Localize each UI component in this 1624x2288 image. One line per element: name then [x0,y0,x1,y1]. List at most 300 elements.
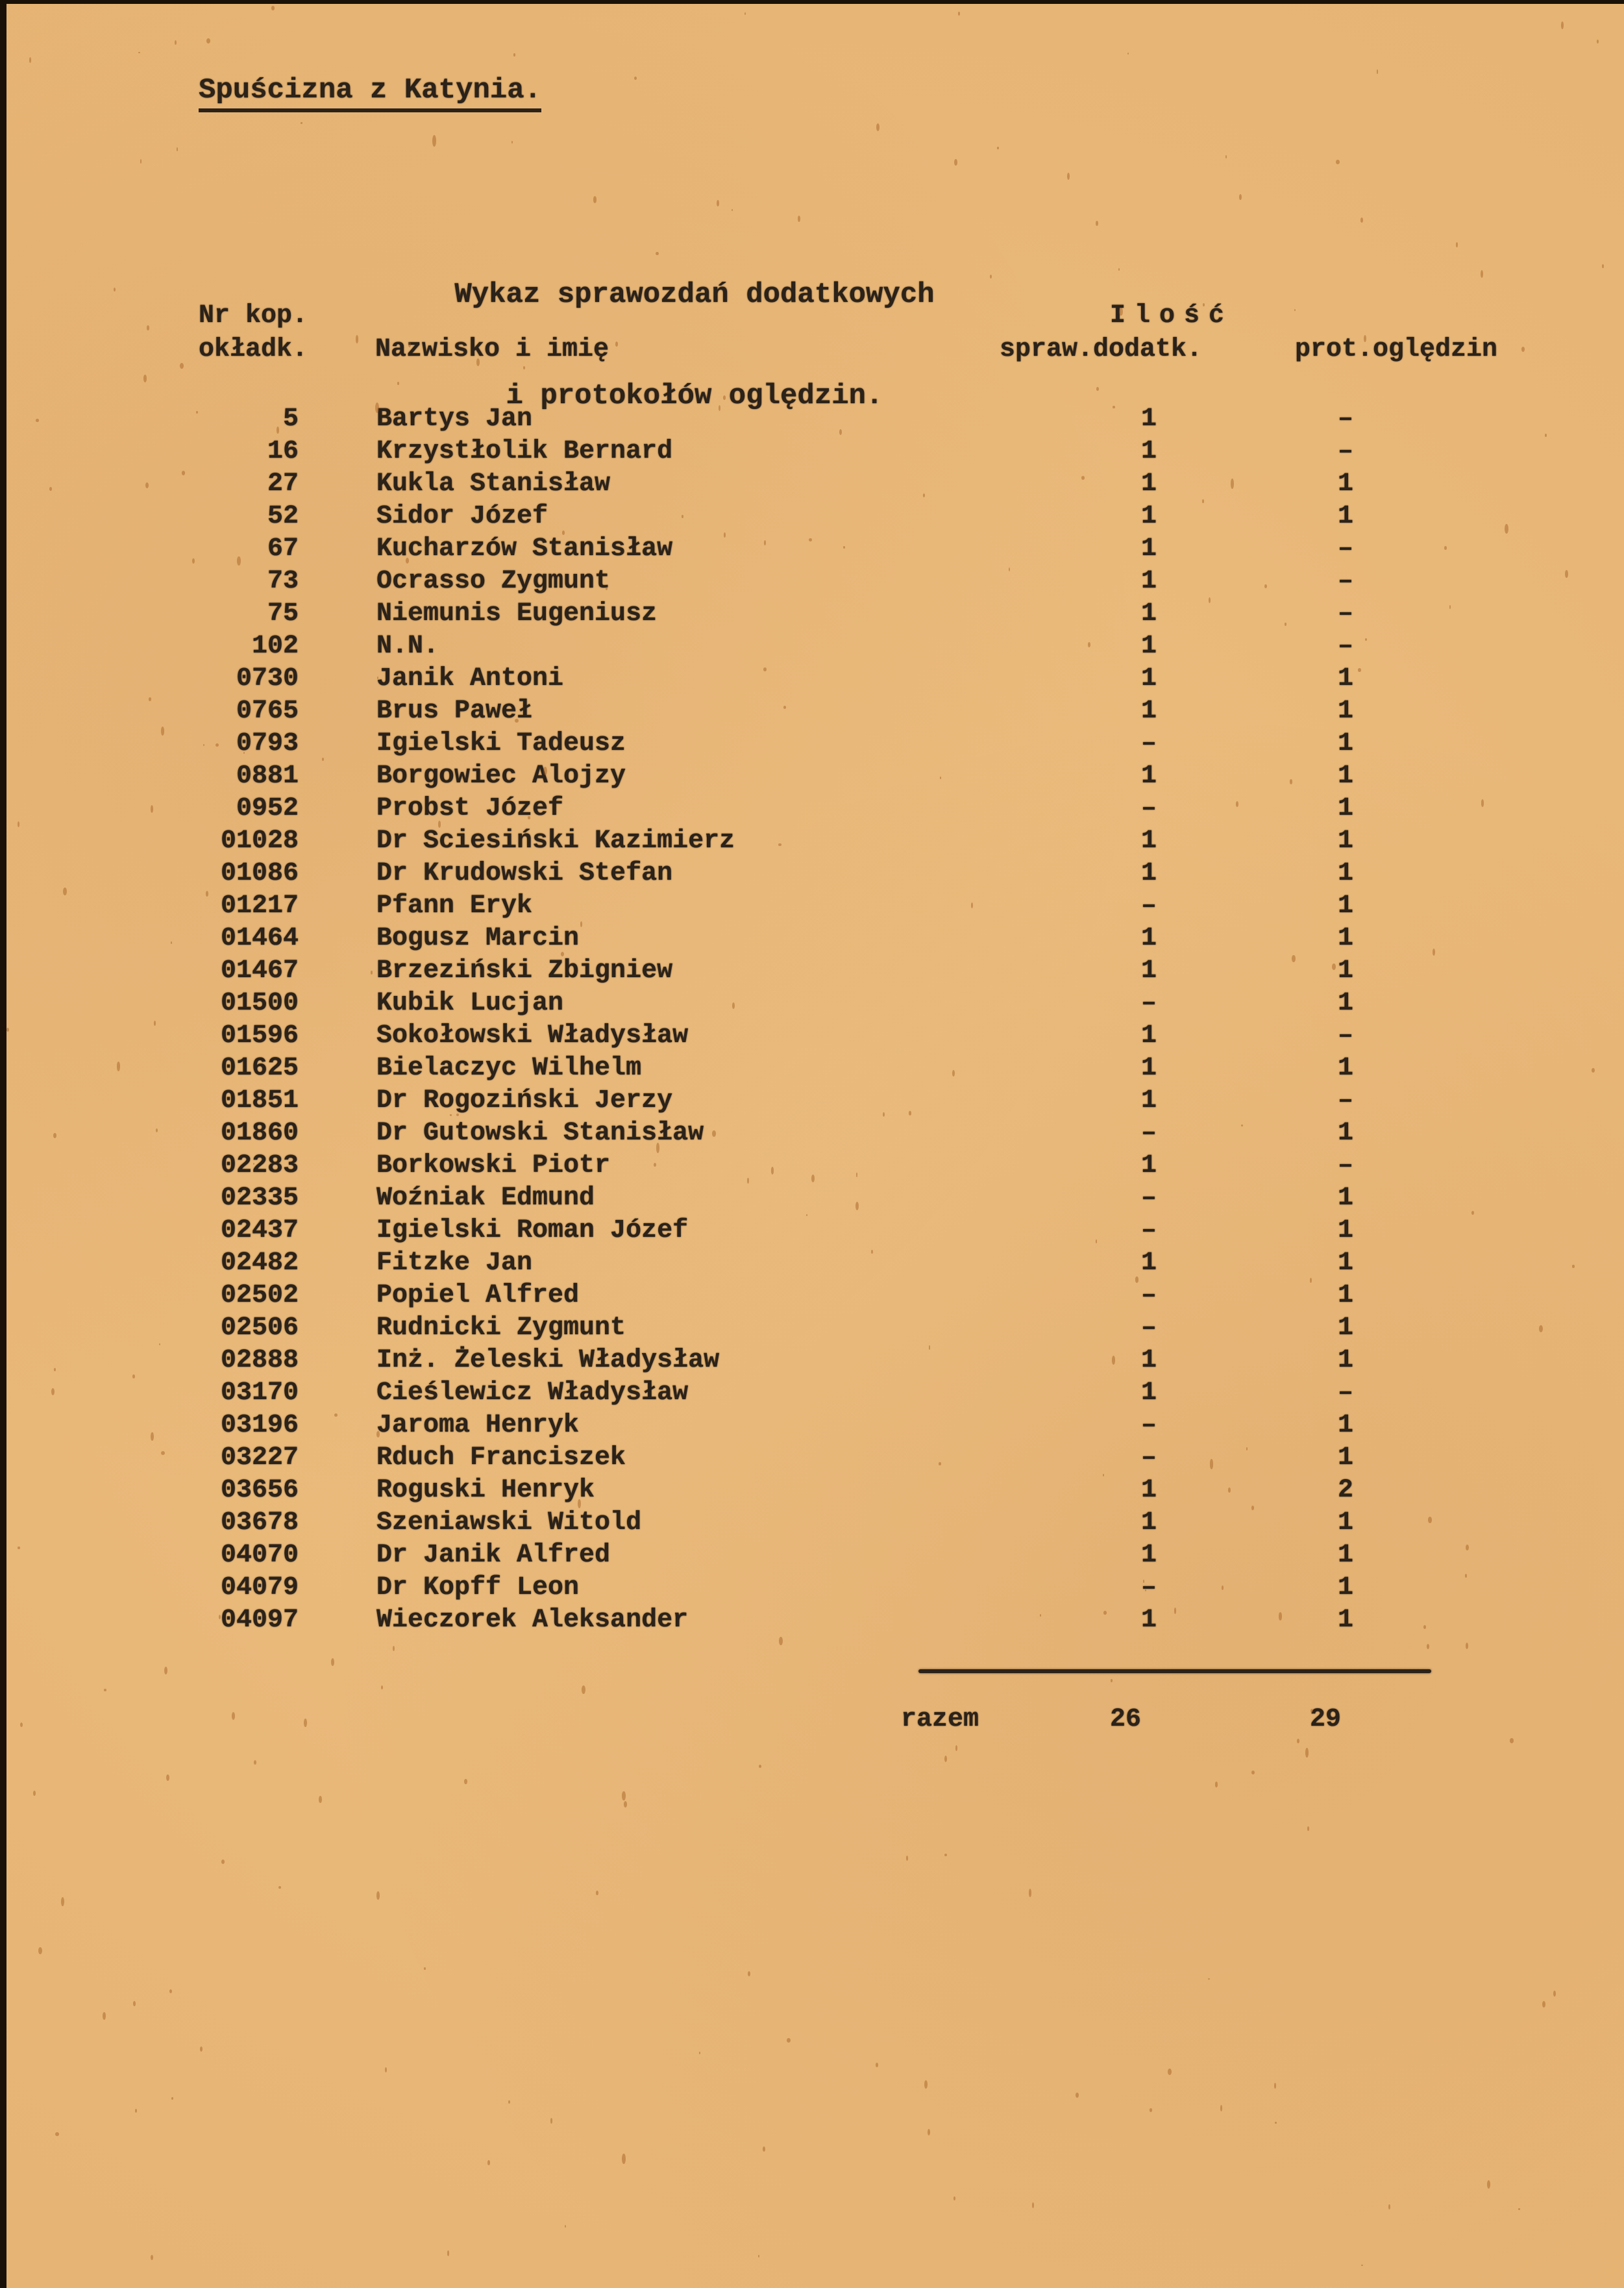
row-nr: 03656 [220,1476,299,1505]
table-row [6,1604,1624,1637]
paper-speck [1290,779,1293,784]
paper-speck [151,1432,154,1441]
paper-speck [151,2255,153,2260]
paper-speck [104,1689,106,1691]
paper-speck [175,40,177,45]
paper-speck [464,1779,467,1784]
paper-speck [237,556,241,566]
paper-speck [49,487,52,491]
paper-speck [871,1250,873,1254]
row-name: Dr Gutowski Stanisław [376,1119,704,1148]
row-name: Kucharzów Stanisław [376,534,673,564]
paper-speck [156,1128,158,1132]
row-spraw: – [1140,1411,1157,1440]
paper-speck [744,12,746,15]
row-name: Bogusz Marcin [376,924,580,953]
paper-speck [1521,347,1525,352]
paper-speck [132,1374,134,1379]
table-row [6,923,1624,955]
paper-speck [1428,1517,1432,1523]
row-spraw: 1 [1140,469,1157,499]
paper-speck [356,335,359,343]
table-row [6,1474,1624,1507]
row-prot: 1 [1337,924,1353,953]
row-nr: 03170 [220,1378,299,1408]
table-row [6,1280,1624,1312]
paper-speck [1032,2202,1034,2208]
table-row [6,988,1624,1020]
paper-speck [1466,1545,1469,1550]
paper-speck [487,2160,491,2165]
paper-speck [578,1499,581,1508]
paper-speck [1572,1265,1575,1267]
row-nr: 27 [267,469,299,499]
paper-speck [855,1202,859,1210]
row-prot: 1 [1337,1281,1353,1310]
paper-speck [200,2046,203,2052]
paper-speck [1310,1278,1312,1283]
paper-speck [117,1062,121,1071]
row-prot: 1 [1337,989,1353,1018]
paper-speck [952,1070,955,1076]
paper-speck [1360,218,1364,223]
row-prot: – [1337,1151,1353,1180]
row-spraw: – [1140,729,1157,758]
paper-speck [1292,955,1295,962]
paper-speck [1112,1356,1115,1364]
paper-speck [151,805,153,813]
paper-speck [1246,1447,1248,1450]
row-nr: 01500 [220,989,299,1018]
paper-speck [161,1451,165,1455]
table-row [6,1539,1624,1572]
row-nr: 02888 [220,1346,299,1375]
row-nr: 02482 [220,1249,299,1278]
row-prot: 1 [1337,762,1353,791]
row-name: Borkowski Piotr [376,1151,611,1180]
paper-speck [811,1175,815,1182]
row-nr: 01028 [220,827,299,856]
row-nr: 01596 [220,1021,299,1051]
paper-speck [432,135,436,147]
row-nr: 0952 [236,794,299,823]
row-name: Dr Rogoziński Jerzy [376,1086,673,1115]
paper-speck [1150,2108,1152,2112]
row-prot: – [1337,632,1353,661]
row-prot: 1 [1337,794,1353,823]
row-prot: 1 [1337,1443,1353,1473]
paper-speck [1135,1276,1139,1283]
paper-speck [732,1002,735,1009]
paper-speck [511,141,513,143]
row-prot: 1 [1337,1346,1353,1375]
row-prot: 1 [1337,697,1353,726]
paper-speck [1113,406,1114,408]
row-prot: – [1337,1378,1353,1408]
paper-speck [1067,173,1070,180]
table-row [6,436,1624,468]
row-prot: 1 [1337,1119,1353,1148]
paper-speck [29,57,31,64]
paper-speck [939,1462,941,1465]
table-row [6,1247,1624,1280]
row-spraw: 1 [1140,1086,1157,1115]
table-row [6,1215,1624,1247]
paper-speck [1481,270,1483,278]
paper-speck [1427,1644,1429,1649]
paper-speck [1215,1782,1218,1787]
paper-speck [1203,303,1205,306]
paper-speck [523,366,525,369]
paper-speck [928,2129,930,2135]
paper-speck [634,77,637,80]
table-row [6,403,1624,436]
paper-speck [682,515,683,518]
paper-speck [787,2038,791,2043]
row-spraw: 1 [1140,762,1157,791]
row-prot: 1 [1337,1508,1353,1537]
paper-speck [562,530,565,534]
paper-speck [33,1791,36,1796]
table-row [6,1442,1624,1474]
row-spraw: – [1140,794,1157,823]
row-prot: 1 [1337,891,1353,921]
row-prot: – [1337,534,1353,564]
table-row [6,890,1624,923]
paper-speck [413,1350,415,1358]
paper-speck [593,196,597,203]
paper-speck [1545,434,1546,437]
row-nr: 02283 [220,1151,299,1180]
paper-speck [550,2118,553,2124]
row-nr: 01625 [220,1054,299,1083]
paper-speck [582,1685,585,1694]
paper-speck [1145,1589,1146,1591]
paper-speck [1456,242,1458,247]
row-name: Probst Józef [376,794,564,823]
table-row [6,1052,1624,1085]
paper-speck [1118,268,1120,271]
table-row [6,1085,1624,1117]
row-nr: 01464 [220,924,299,953]
table-row [6,1150,1624,1182]
table-row [6,955,1624,988]
row-spraw: – [1140,891,1157,921]
row-prot: 1 [1337,1573,1353,1602]
table-row [6,566,1624,598]
paper-speck [1076,2093,1079,2098]
row-spraw: 1 [1140,1346,1157,1375]
paper-speck [322,758,324,761]
row-name: Szeniawski Witold [376,1508,642,1537]
paper-speck [763,667,767,671]
row-spraw: 1 [1140,1378,1157,1408]
paper-speck [177,147,178,151]
totals-spraw: 26 [1110,1705,1142,1734]
row-nr: 67 [267,534,299,564]
row-name: Rudnicki Zygmunt [376,1313,626,1343]
row-prot: 1 [1337,1184,1353,1213]
paper-speck [839,429,842,435]
row-spraw: 1 [1140,437,1157,466]
row-nr: 0793 [236,729,299,758]
paper-speck [221,1859,225,1864]
paper-speck [334,1413,338,1417]
row-nr: 03227 [220,1443,299,1473]
paper-speck [699,2052,700,2054]
row-name: Igielski Roman Józef [376,1216,689,1245]
paper-speck [1236,801,1238,807]
row-nr: 02437 [220,1216,299,1245]
row-name: Sidor Józef [376,502,548,531]
row-nr: 01860 [220,1119,299,1148]
paper-speck [1222,1585,1224,1590]
row-name: Cieślewicz Władysław [376,1378,689,1408]
paper-speck [319,1796,322,1803]
paper-speck [615,342,618,346]
row-prot: – [1337,599,1353,628]
row-name: Dr Krudowski Stefan [376,859,673,888]
paper-speck [622,2154,626,2164]
paper-speck [1208,1978,1210,1980]
row-nr: 0881 [236,762,299,791]
title-line-2: i protokołów oględzin. [506,380,883,412]
table-row [6,1572,1624,1604]
row-spraw: 1 [1140,664,1157,693]
paper-speck [277,427,279,434]
paper-speck [1143,1580,1144,1583]
paper-speck [1465,1574,1467,1578]
row-prot: 1 [1337,859,1353,888]
paper-speck [253,1163,254,1165]
paper-speck [940,777,941,779]
title-line-1: Wykaz sprawozdań dodatkowych [454,279,935,311]
row-spraw: 1 [1140,1249,1157,1278]
row-name: Woźniak Edmund [376,1184,595,1213]
row-name: Pfann Eryk [376,891,533,921]
paper-speck [271,6,275,10]
paper-speck [719,405,720,411]
paper-speck [18,1547,19,1549]
paper-speck [1361,2265,1363,2267]
paper-speck [876,123,880,131]
paper-speck [203,744,204,746]
column-header-quantity-group: Ilość [1110,301,1234,330]
paper-speck [606,587,608,590]
column-header-spraw: spraw.dodatk. [1000,335,1203,364]
paper-speck [55,2132,58,2136]
table-row [6,598,1624,630]
paper-speck [924,2080,928,2089]
paper-speck [1210,1459,1214,1469]
paper-speck [138,52,140,54]
row-name: Brus Paweł [376,697,533,726]
row-spraw: 1 [1140,924,1157,953]
paper-speck [1539,1325,1543,1332]
table-row [6,1117,1624,1150]
paper-speck [944,1854,947,1856]
table-row [6,1377,1624,1410]
row-prot: – [1337,437,1353,466]
paper-speck [1433,949,1435,956]
paper-speck [1444,546,1447,549]
paper-speck [1592,1068,1595,1073]
paper-speck [397,382,399,385]
row-spraw: 1 [1140,1151,1157,1180]
paper-speck [1466,1643,1468,1650]
paper-speck [1103,1611,1106,1615]
paper-speck [565,2225,566,2228]
row-prot: – [1337,404,1353,434]
paper-speck [580,921,582,926]
paper-speck [515,719,519,723]
paper-speck [1241,1125,1243,1126]
paper-speck [447,2250,450,2257]
paper-speck [180,363,184,369]
paper-speck [624,1801,627,1808]
row-prot: 1 [1337,664,1353,693]
row-spraw: 1 [1140,859,1157,888]
row-name: Fitzke Jan [376,1249,533,1278]
row-spraw: – [1140,1216,1157,1245]
paper-speck [103,2012,106,2019]
paper-speck [561,952,564,956]
paper-speck [508,2100,511,2104]
paper-speck [1231,479,1234,489]
paper-speck [1103,1474,1104,1476]
paper-speck [763,2146,765,2151]
row-prot: 1 [1337,1249,1353,1278]
paper-speck [1275,2122,1277,2124]
paper-speck [997,147,998,149]
column-header-nr-line1: Nr kop. [199,301,308,330]
column-header-nr-line2: okładk. [199,335,308,364]
row-nr: 03678 [220,1508,299,1537]
paper-speck [1358,668,1360,672]
paper-speck [254,1760,256,1765]
paper-speck [1388,2204,1390,2209]
paper-speck [1518,2208,1520,2210]
totals-prot: 29 [1310,1705,1342,1734]
row-name: Brzeziński Zbigniew [376,956,673,986]
row-prot: 1 [1337,1541,1353,1570]
paper-speck [1423,1625,1426,1629]
paper-speck [376,1431,380,1437]
paper-speck [54,1368,56,1371]
row-nr: 73 [267,567,299,596]
row-spraw: 1 [1140,534,1157,564]
paper-speck [758,2255,759,2257]
paper-speck [140,159,141,163]
row-name: Ocrasso Zygmunt [376,567,611,596]
row-prot: 1 [1337,469,1353,499]
paper-speck [779,1637,783,1645]
row-nr: 01086 [220,859,299,888]
row-prot: 1 [1337,1411,1353,1440]
paper-speck [1297,1739,1299,1743]
paper-speck [876,2063,878,2067]
paper-speck [798,216,800,222]
row-name: Igielski Tadeusz [376,729,626,758]
paper-speck [145,482,149,489]
paper-speck [1225,155,1227,158]
row-name: Dr Sciesiński Kazimierz [376,827,735,856]
paper-speck [278,1886,281,1889]
paper-speck [61,1897,64,1906]
row-prot: – [1337,567,1353,596]
paper-speck [1251,1506,1255,1510]
row-prot: 1 [1337,1054,1353,1083]
paper-speck [1332,964,1336,970]
paper-speck [143,375,147,382]
paper-speck [717,200,719,206]
paper-speck [1505,524,1508,534]
paper-speck [6,1028,9,1032]
paper-speck [1336,160,1340,164]
row-spraw: 1 [1140,404,1157,434]
paper-speck [1542,2001,1545,2008]
paper-speck [232,1712,236,1720]
paper-speck [1264,584,1267,588]
row-nr: 0730 [236,664,299,693]
row-prot: – [1337,1021,1353,1051]
paper-speck [450,1114,452,1116]
table-row [6,760,1624,793]
row-spraw: 1 [1140,567,1157,596]
row-name: Inż. Żeleski Władysław [376,1346,720,1375]
paper-speck [528,816,530,819]
row-name: Bielaczyc Wilhelm [376,1054,642,1083]
paper-speck [147,325,149,330]
table-row [6,1410,1624,1442]
row-prot: 1 [1337,502,1353,531]
row-name: Kukla Stanisław [376,469,611,499]
row-spraw: – [1140,1313,1157,1343]
paper-speck [408,342,411,347]
paper-speck [424,1967,426,1970]
paper-speck [381,1685,383,1689]
paper-speck [656,252,658,255]
table-row [6,1020,1624,1052]
row-name: Rduch Franciszek [376,1443,626,1473]
paper-speck [1202,499,1203,503]
paper-speck [944,1756,947,1762]
row-spraw: 1 [1140,632,1157,661]
paper-speck [376,1891,380,1900]
row-spraw: – [1140,1443,1157,1473]
paper-speck [38,1947,42,1954]
paper-speck [513,53,515,57]
paper-speck [809,538,812,541]
paper-speck [1561,21,1564,29]
totals-label: razem [901,1705,979,1734]
paper-speck [1377,69,1379,73]
paper-speck [955,1745,957,1750]
row-spraw: 1 [1140,1476,1157,1505]
row-spraw: 1 [1140,1054,1157,1083]
paper-speck [1251,1771,1255,1774]
row-spraw: 1 [1140,1541,1157,1570]
row-spraw: 1 [1140,1021,1157,1051]
paper-speck [958,12,961,16]
paper-speck [20,1722,23,1727]
row-name: Roguski Henryk [376,1476,595,1505]
table-row [6,1507,1624,1539]
document-page [6,4,1624,2288]
paper-speck [1294,309,1296,311]
row-nr: 04079 [220,1573,299,1602]
row-nr: 04070 [220,1541,299,1570]
